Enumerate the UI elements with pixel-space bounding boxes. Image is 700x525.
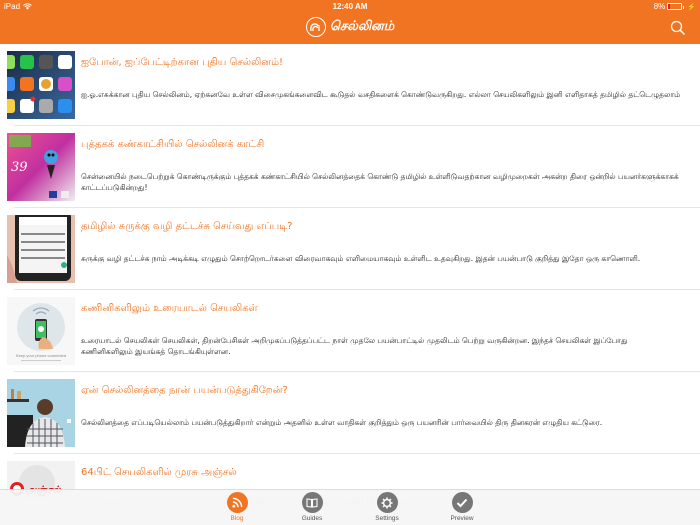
article-title[interactable]: புத்தகக் கண்காட்சியில் செல்லினக் காட்சி xyxy=(81,139,265,150)
device-name: iPad xyxy=(4,2,21,11)
article-title[interactable]: தமிழில் சுருக்கு வழி தட்டச்சு செய்வது எப்படி? xyxy=(81,221,293,232)
article-thumbnail xyxy=(7,297,75,365)
charging-icon: ⚡ xyxy=(687,3,696,11)
article-title[interactable]: ஐபோன், ஐப்பேட்டிற்கான புதிய செல்லினம்! xyxy=(81,57,284,68)
article-description: உரையாடல் செயலிகள் செயலிகள், திறன்பேசிகள் அறிமுகப்படுத்தப்பட்ட நாள் முதலே பயன்பாட்டில் முதலிடம் பெற்று வருகின்றன. இந்தச் செயலிகள் இப்போது கணினிகளிலும் இயங்கத் தொடங்கியுள்ளன. xyxy=(81,336,628,356)
search-button[interactable] xyxy=(670,20,686,36)
search-icon xyxy=(670,20,686,36)
thumbnail-caption: Keep your phone connected xyxy=(15,353,67,358)
tab-label: Settings xyxy=(375,515,399,522)
tab-blog[interactable] xyxy=(207,492,267,522)
article-description: சென்னையில் நடைபெற்றுக் கொண்டிருக்கும் புத்தகக் கண்காட்சியில் செல்லினத்தைக் கொண்டு தமிழில் உள்ளிடுவதற்கான வழிமுறைகள் அகன்ற திரை ஒன்றில் பயனர்களுக்காகக் காட்டப்படுகின்றது! xyxy=(81,172,679,192)
app-logo xyxy=(0,17,700,37)
tab-guides[interactable] xyxy=(282,492,342,522)
article-description: செல்லினத்தை எப்படியெல்லாம் பயன்படுத்துகிறார் என்றும் அதனில் உள்ள வாதிகள் குறித்தும் ஒரு பயனரின் பார்வையில் திரு தினகரன் எழுதிய கட்டுரை. xyxy=(81,418,603,427)
tab-settings[interactable] xyxy=(357,492,417,522)
tab-label: Preview xyxy=(450,515,474,522)
article-list xyxy=(0,44,700,525)
article-title[interactable]: ஏன் செல்லினத்தை நான் பயன்படுத்துகிறேன்? xyxy=(81,385,288,396)
book-icon xyxy=(302,492,323,513)
nav-bar xyxy=(0,14,700,44)
article-title[interactable]: 64பிட் செயலிகளில் முரசு அஞ்சல் xyxy=(81,467,237,478)
article-item[interactable] xyxy=(0,372,700,454)
checkmark-icon xyxy=(452,492,473,513)
article-thumbnail xyxy=(7,51,75,119)
article-item[interactable] xyxy=(0,290,700,372)
battery-percent: 8% xyxy=(653,2,666,11)
header xyxy=(0,0,700,44)
tab-preview[interactable] xyxy=(432,492,492,522)
status-bar xyxy=(0,0,700,14)
rss-icon xyxy=(227,492,248,513)
article-thumbnail xyxy=(7,133,75,201)
battery-icon xyxy=(667,3,682,10)
logo-mark-icon xyxy=(306,17,326,37)
tab-bar xyxy=(0,489,700,525)
article-title[interactable]: கணினிகளிலும் உரையாடல் செயலிகள் xyxy=(81,303,258,314)
gear-icon xyxy=(377,492,398,513)
article-description: ஐ.ஓ.எசுக்கான புதிய செல்லினம், ஏற்கனவே உள்ள விசைமுகங்களைவிட கூடுதல் வசதிகளைக் கொண்டுவருகிறது. எல்லா செயலிகளிலும் இனி எளிதாகத் தமிழில் தட்டெழுதலாம் xyxy=(81,90,681,99)
clock: 12:40 AM xyxy=(332,2,368,11)
logo-text: செல்லினம் xyxy=(329,19,395,34)
tab-label: Guides xyxy=(301,515,323,522)
article-thumbnail xyxy=(7,215,75,283)
article-item[interactable] xyxy=(0,44,700,126)
article-thumbnail xyxy=(7,379,75,447)
article-item[interactable] xyxy=(0,208,700,290)
article-description: சுருக்கு வழி தட்டச்சு நாம் அடிக்கடி எழுதும் சொற்றொடர்களை விரைவாகவும் எளிமையாகவும் உள்ளிட உதவுகிறது. இதன் பயன்பாடு குறித்து இதோ ஒரு காணொளி. xyxy=(81,254,641,263)
article-item[interactable] xyxy=(0,126,700,208)
tab-label: Blog xyxy=(230,515,244,522)
svg-text:39: 39 xyxy=(11,160,28,175)
